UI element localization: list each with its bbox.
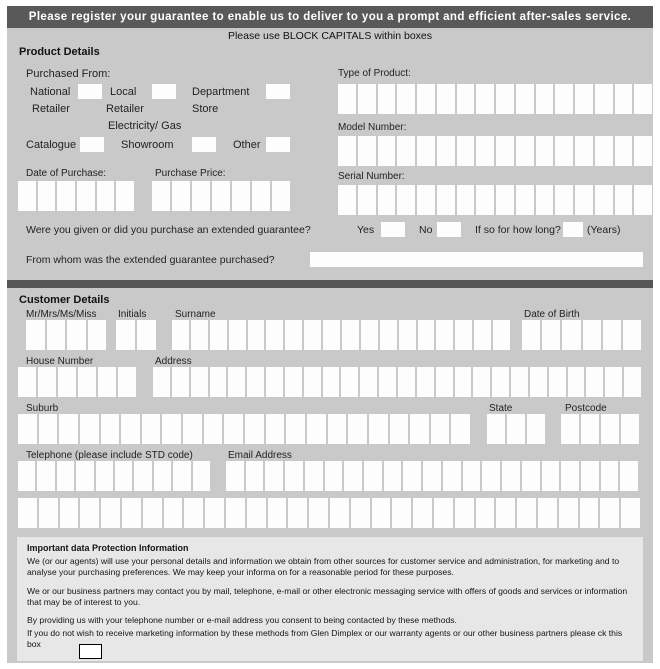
character-box[interactable] <box>285 367 302 397</box>
character-box[interactable] <box>595 84 613 114</box>
character-box[interactable] <box>97 181 115 211</box>
character-box[interactable] <box>77 181 95 211</box>
character-box[interactable] <box>116 320 135 350</box>
model-number-label: Model Number: <box>338 122 407 133</box>
character-box[interactable] <box>603 320 621 350</box>
character-box[interactable] <box>605 367 622 397</box>
character-box[interactable] <box>443 461 461 491</box>
purchase-price-label: Purchase Price: <box>155 168 226 179</box>
character-box[interactable] <box>417 367 434 397</box>
character-box[interactable] <box>18 498 37 528</box>
character-box[interactable] <box>192 181 210 211</box>
character-box[interactable] <box>116 181 134 211</box>
character-box[interactable] <box>338 185 356 215</box>
serial-number-label: Serial Number: <box>338 171 405 182</box>
character-box[interactable] <box>265 461 283 491</box>
character-box[interactable] <box>76 461 93 491</box>
character-box[interactable] <box>437 84 455 114</box>
character-box[interactable] <box>325 461 343 491</box>
character-box[interactable] <box>583 320 601 350</box>
character-box[interactable] <box>57 461 74 491</box>
character-box[interactable] <box>304 320 321 350</box>
character-box[interactable] <box>380 320 397 350</box>
character-box[interactable] <box>266 367 283 397</box>
character-box[interactable] <box>101 498 120 528</box>
character-box[interactable] <box>536 185 554 215</box>
character-box[interactable] <box>451 414 470 444</box>
character-box[interactable] <box>418 320 435 350</box>
character-box[interactable] <box>522 320 540 350</box>
character-box[interactable] <box>434 498 453 528</box>
character-box[interactable] <box>482 461 500 491</box>
character-box[interactable] <box>516 136 534 166</box>
option-catalogue-label: Catalogue <box>26 139 77 151</box>
character-box[interactable] <box>398 367 415 397</box>
character-box[interactable] <box>621 498 640 528</box>
character-box[interactable] <box>423 461 441 491</box>
character-box[interactable] <box>57 181 75 211</box>
purchased-from-options <box>26 84 326 156</box>
character-box[interactable] <box>309 498 328 528</box>
character-box[interactable] <box>268 498 287 528</box>
from-whom-label: From whom was the extended guarantee purchased? <box>26 254 275 266</box>
years-label: (Years) <box>587 224 621 236</box>
form-body <box>7 6 653 663</box>
extended-guarantee-no-checkbox[interactable] <box>437 222 461 237</box>
character-box[interactable] <box>38 367 56 397</box>
character-box[interactable] <box>96 461 113 491</box>
character-box[interactable] <box>575 185 593 215</box>
character-box[interactable] <box>586 367 603 397</box>
character-box[interactable] <box>473 367 490 397</box>
character-box[interactable] <box>561 414 579 444</box>
character-box[interactable] <box>542 461 560 491</box>
character-box[interactable] <box>344 461 362 491</box>
character-box[interactable] <box>224 414 243 444</box>
character-box[interactable] <box>101 414 120 444</box>
character-box[interactable] <box>615 185 633 215</box>
character-box[interactable] <box>210 320 227 350</box>
type-of-product-label: Type of Product: <box>338 68 411 79</box>
character-box[interactable] <box>417 136 435 166</box>
character-box[interactable] <box>252 181 270 211</box>
option-local-label: Local <box>110 86 137 98</box>
character-box[interactable] <box>191 367 208 397</box>
suburb-label: Suburb <box>26 403 59 414</box>
character-box[interactable] <box>476 136 494 166</box>
character-box[interactable] <box>455 367 472 397</box>
character-box[interactable] <box>595 136 613 166</box>
data-protection-paragraph: We (or our agents) will use your personal details and information we obtain from other sources for customer service and administration, for marketing and to analyse your purchasing preferences. We may keep your informa on for a reasonable period for these purposes. <box>27 555 620 578</box>
character-box[interactable] <box>615 136 633 166</box>
character-box[interactable] <box>338 136 356 166</box>
character-box[interactable] <box>172 320 189 350</box>
character-box[interactable] <box>457 185 475 215</box>
character-box[interactable] <box>431 414 450 444</box>
character-box[interactable] <box>323 367 340 397</box>
character-box[interactable] <box>378 84 396 114</box>
from-whom-input[interactable] <box>310 252 643 267</box>
character-box[interactable] <box>47 320 66 350</box>
character-box[interactable] <box>634 136 652 166</box>
character-box[interactable] <box>212 181 230 211</box>
character-box[interactable] <box>142 414 161 444</box>
character-box[interactable] <box>476 185 494 215</box>
character-box[interactable] <box>581 461 599 491</box>
character-box[interactable] <box>403 461 421 491</box>
character-box[interactable] <box>536 136 554 166</box>
character-box[interactable] <box>379 367 396 397</box>
department-store-checkbox[interactable] <box>266 84 290 99</box>
model-number-boxes <box>338 136 652 166</box>
option-department-label: Department <box>192 86 250 98</box>
character-box[interactable] <box>457 84 475 114</box>
character-box[interactable] <box>80 414 99 444</box>
character-box[interactable] <box>517 498 536 528</box>
character-box[interactable] <box>18 461 35 491</box>
character-box[interactable] <box>115 461 132 491</box>
character-box[interactable] <box>392 498 411 528</box>
character-box[interactable] <box>26 320 45 350</box>
electricity-gas-showroom-checkbox[interactable] <box>192 137 216 152</box>
character-box[interactable] <box>134 461 151 491</box>
option-local-label-line2: Retailer <box>106 103 144 115</box>
character-box[interactable] <box>621 414 639 444</box>
customer-details-heading: Customer Details <box>19 294 110 306</box>
character-box[interactable] <box>397 136 415 166</box>
character-box[interactable] <box>455 320 472 350</box>
character-box[interactable] <box>496 84 514 114</box>
character-box[interactable] <box>559 498 578 528</box>
character-box[interactable] <box>555 136 573 166</box>
character-box[interactable] <box>549 367 566 397</box>
data-protection-paragraph: We or our business partners may contact you by mail, telephone, e-mail or other electronic messaging service with offers of goods and services or information that may be of interest to you. <box>27 585 628 607</box>
state-boxes <box>487 414 545 444</box>
character-box[interactable] <box>351 498 370 528</box>
character-box[interactable] <box>455 498 474 528</box>
character-box[interactable] <box>555 185 573 215</box>
character-box[interactable] <box>476 84 494 114</box>
character-box[interactable] <box>286 414 305 444</box>
character-box[interactable] <box>248 320 265 350</box>
character-box[interactable] <box>361 320 378 350</box>
purchased-from-label: Purchased From: <box>26 68 111 80</box>
character-box[interactable] <box>247 367 264 397</box>
purchase-price-boxes <box>152 181 290 211</box>
character-box[interactable] <box>595 185 613 215</box>
character-box[interactable] <box>98 367 116 397</box>
character-box[interactable] <box>397 84 415 114</box>
character-box[interactable] <box>436 320 453 350</box>
character-box[interactable] <box>536 84 554 114</box>
character-box[interactable] <box>121 414 140 444</box>
telephone-boxes <box>18 461 210 491</box>
how-long-label: If so for how long? <box>475 224 561 236</box>
character-box[interactable] <box>436 367 453 397</box>
opt-out-checkbox[interactable] <box>79 644 102 659</box>
date-of-purchase-label: Date of Purchase: <box>26 168 107 179</box>
telephone-label: Telephone (please include STD code) <box>26 450 193 461</box>
character-box[interactable] <box>18 367 36 397</box>
character-box[interactable] <box>78 367 96 397</box>
character-box[interactable] <box>417 84 435 114</box>
character-box[interactable] <box>191 320 208 350</box>
character-box[interactable] <box>137 320 156 350</box>
character-box[interactable] <box>226 498 245 528</box>
character-box[interactable] <box>304 367 321 397</box>
character-box[interactable] <box>360 367 377 397</box>
character-box[interactable] <box>624 367 641 397</box>
character-box[interactable] <box>18 181 36 211</box>
local-retailer-checkbox[interactable] <box>152 84 176 99</box>
data-protection-heading: Important data Protection Information <box>27 543 189 553</box>
character-box[interactable] <box>511 367 528 397</box>
character-box[interactable] <box>527 414 545 444</box>
character-box[interactable] <box>305 461 323 491</box>
character-box[interactable] <box>80 498 99 528</box>
character-box[interactable] <box>67 320 86 350</box>
date-of-purchase-boxes <box>18 181 134 211</box>
date-of-birth-label: Date of Birth <box>524 309 580 320</box>
character-box[interactable] <box>37 461 54 491</box>
surname-label: Surname <box>175 309 216 320</box>
character-box[interactable] <box>507 414 525 444</box>
option-electricity-gas-label: Electricity/ Gas <box>108 120 182 132</box>
type-of-product-boxes <box>338 84 652 114</box>
character-box[interactable] <box>39 498 58 528</box>
block-capitals-instruction: Please use BLOCK CAPITALS within boxes <box>227 30 433 42</box>
character-box[interactable] <box>369 414 388 444</box>
character-box[interactable] <box>516 84 534 114</box>
character-box[interactable] <box>457 136 475 166</box>
character-box[interactable] <box>153 367 170 397</box>
character-box[interactable] <box>555 84 573 114</box>
character-box[interactable] <box>154 461 171 491</box>
continuation-boxes <box>18 498 640 528</box>
character-box[interactable] <box>173 461 190 491</box>
character-box[interactable] <box>232 181 250 211</box>
character-box[interactable] <box>272 181 290 211</box>
character-box[interactable] <box>118 367 136 397</box>
yes-label: Yes <box>357 224 375 236</box>
character-box[interactable] <box>410 414 429 444</box>
character-box[interactable] <box>152 181 170 211</box>
option-national-label: National <box>30 86 71 98</box>
character-box[interactable] <box>575 136 593 166</box>
character-box[interactable] <box>358 84 376 114</box>
postcode-boxes <box>561 414 639 444</box>
character-box[interactable] <box>620 461 638 491</box>
character-box[interactable] <box>437 185 455 215</box>
character-box[interactable] <box>623 320 641 350</box>
character-box[interactable] <box>601 461 619 491</box>
character-box[interactable] <box>210 367 227 397</box>
house-number-label: House Number <box>26 356 94 367</box>
extended-guarantee-question: Were you given or did you purchase an extended guarantee? <box>26 224 311 236</box>
character-box[interactable] <box>530 367 547 397</box>
character-box[interactable] <box>561 461 579 491</box>
data-protection-paragraph: If you do not wish to receive marketing information by these methods from Glen Dimplex or our warranty agents or our other business partners please ck this box <box>27 627 623 649</box>
character-box[interactable] <box>615 84 633 114</box>
character-box[interactable] <box>338 84 356 114</box>
initials-boxes <box>116 320 156 350</box>
character-box[interactable] <box>581 414 599 444</box>
character-box[interactable] <box>378 136 396 166</box>
character-box[interactable] <box>228 367 245 397</box>
character-box[interactable] <box>496 185 514 215</box>
character-box[interactable] <box>437 136 455 166</box>
date-of-birth-boxes <box>522 320 641 350</box>
character-box[interactable] <box>307 414 326 444</box>
character-box[interactable] <box>164 498 183 528</box>
character-box[interactable] <box>172 181 190 211</box>
header-title: Please register your guarantee to enable us to deliver to you a prompt and efficient after-sales service. <box>28 11 632 23</box>
character-box[interactable] <box>601 414 619 444</box>
character-box[interactable] <box>245 414 264 444</box>
character-box[interactable] <box>328 414 347 444</box>
address-boxes <box>153 367 641 397</box>
character-box[interactable] <box>193 461 210 491</box>
character-box[interactable] <box>474 320 491 350</box>
character-box[interactable] <box>247 498 266 528</box>
catalogue-checkbox[interactable] <box>80 137 104 152</box>
character-box[interactable] <box>162 414 181 444</box>
character-box[interactable] <box>417 185 435 215</box>
email-address-label: Email Address <box>228 450 292 461</box>
house-number-boxes <box>18 367 136 397</box>
character-box[interactable] <box>378 185 396 215</box>
character-box[interactable] <box>59 414 78 444</box>
address-label: Address <box>155 356 192 367</box>
title-field-boxes <box>26 320 106 350</box>
character-box[interactable] <box>38 181 56 211</box>
suburb-boxes <box>18 414 470 444</box>
how-long-years-box[interactable] <box>563 222 583 237</box>
character-box[interactable] <box>390 414 409 444</box>
character-box[interactable] <box>516 185 534 215</box>
character-box[interactable] <box>323 320 340 350</box>
character-box[interactable] <box>39 414 58 444</box>
initials-label: Initials <box>118 309 147 320</box>
national-retailer-checkbox[interactable] <box>78 84 102 99</box>
data-protection-section <box>17 537 643 661</box>
character-box[interactable] <box>229 320 246 350</box>
character-box[interactable] <box>330 498 349 528</box>
no-label: No <box>419 224 433 236</box>
character-box[interactable] <box>492 367 509 397</box>
character-box[interactable] <box>266 320 283 350</box>
character-box[interactable] <box>568 367 585 397</box>
other-checkbox[interactable] <box>266 137 290 152</box>
character-box[interactable] <box>487 414 505 444</box>
section-divider-bar <box>7 280 653 288</box>
character-box[interactable] <box>493 320 510 350</box>
character-box[interactable] <box>364 461 382 491</box>
character-box[interactable] <box>384 461 402 491</box>
state-label: State <box>489 403 513 414</box>
postcode-label: Postcode <box>565 403 607 414</box>
header-bar <box>7 6 653 28</box>
character-box[interactable] <box>285 320 302 350</box>
character-box[interactable] <box>342 320 359 350</box>
character-box[interactable] <box>476 498 495 528</box>
extended-guarantee-yes-checkbox[interactable] <box>381 222 405 237</box>
character-box[interactable] <box>358 136 376 166</box>
character-box[interactable] <box>246 461 264 491</box>
character-box[interactable] <box>399 320 416 350</box>
character-box[interactable] <box>600 498 619 528</box>
character-box[interactable] <box>184 498 203 528</box>
character-box[interactable] <box>542 320 560 350</box>
option-department-label-line2: Store <box>192 103 219 115</box>
character-box[interactable] <box>60 498 79 528</box>
serial-number-boxes <box>338 185 652 215</box>
option-national-label-line2: Retailer <box>32 103 70 115</box>
character-box[interactable] <box>143 498 162 528</box>
character-box[interactable] <box>341 367 358 397</box>
option-showroom-label: Showroom <box>121 139 174 151</box>
surname-boxes <box>172 320 510 350</box>
product-details-heading: Product Details <box>19 46 100 58</box>
character-box[interactable] <box>58 367 76 397</box>
data-protection-paragraph: By providing us with your telephone number or e-mail address you consent to being contacted by these methods. <box>27 615 457 626</box>
character-box[interactable] <box>285 461 303 491</box>
title-field-label: Mr/Mrs/Ms/Miss <box>26 309 97 320</box>
character-box[interactable] <box>266 414 285 444</box>
character-box[interactable] <box>183 414 202 444</box>
character-box[interactable] <box>122 498 141 528</box>
character-box[interactable] <box>205 498 224 528</box>
character-box[interactable] <box>538 498 557 528</box>
character-box[interactable] <box>580 498 599 528</box>
character-box[interactable] <box>496 498 515 528</box>
character-box[interactable] <box>413 498 432 528</box>
character-box[interactable] <box>358 185 376 215</box>
character-box[interactable] <box>562 320 580 350</box>
option-other-label: Other <box>233 139 261 151</box>
character-box[interactable] <box>634 185 652 215</box>
character-box[interactable] <box>288 498 307 528</box>
character-box[interactable] <box>372 498 391 528</box>
character-box[interactable] <box>204 414 223 444</box>
character-box[interactable] <box>522 461 540 491</box>
character-box[interactable] <box>18 414 37 444</box>
character-box[interactable] <box>496 136 514 166</box>
character-box[interactable] <box>397 185 415 215</box>
character-box[interactable] <box>172 367 189 397</box>
character-box[interactable] <box>88 320 107 350</box>
character-box[interactable] <box>348 414 367 444</box>
character-box[interactable] <box>575 84 593 114</box>
character-box[interactable] <box>634 84 652 114</box>
email-address-boxes <box>226 461 638 491</box>
character-box[interactable] <box>502 461 520 491</box>
character-box[interactable] <box>226 461 244 491</box>
character-box[interactable] <box>463 461 481 491</box>
